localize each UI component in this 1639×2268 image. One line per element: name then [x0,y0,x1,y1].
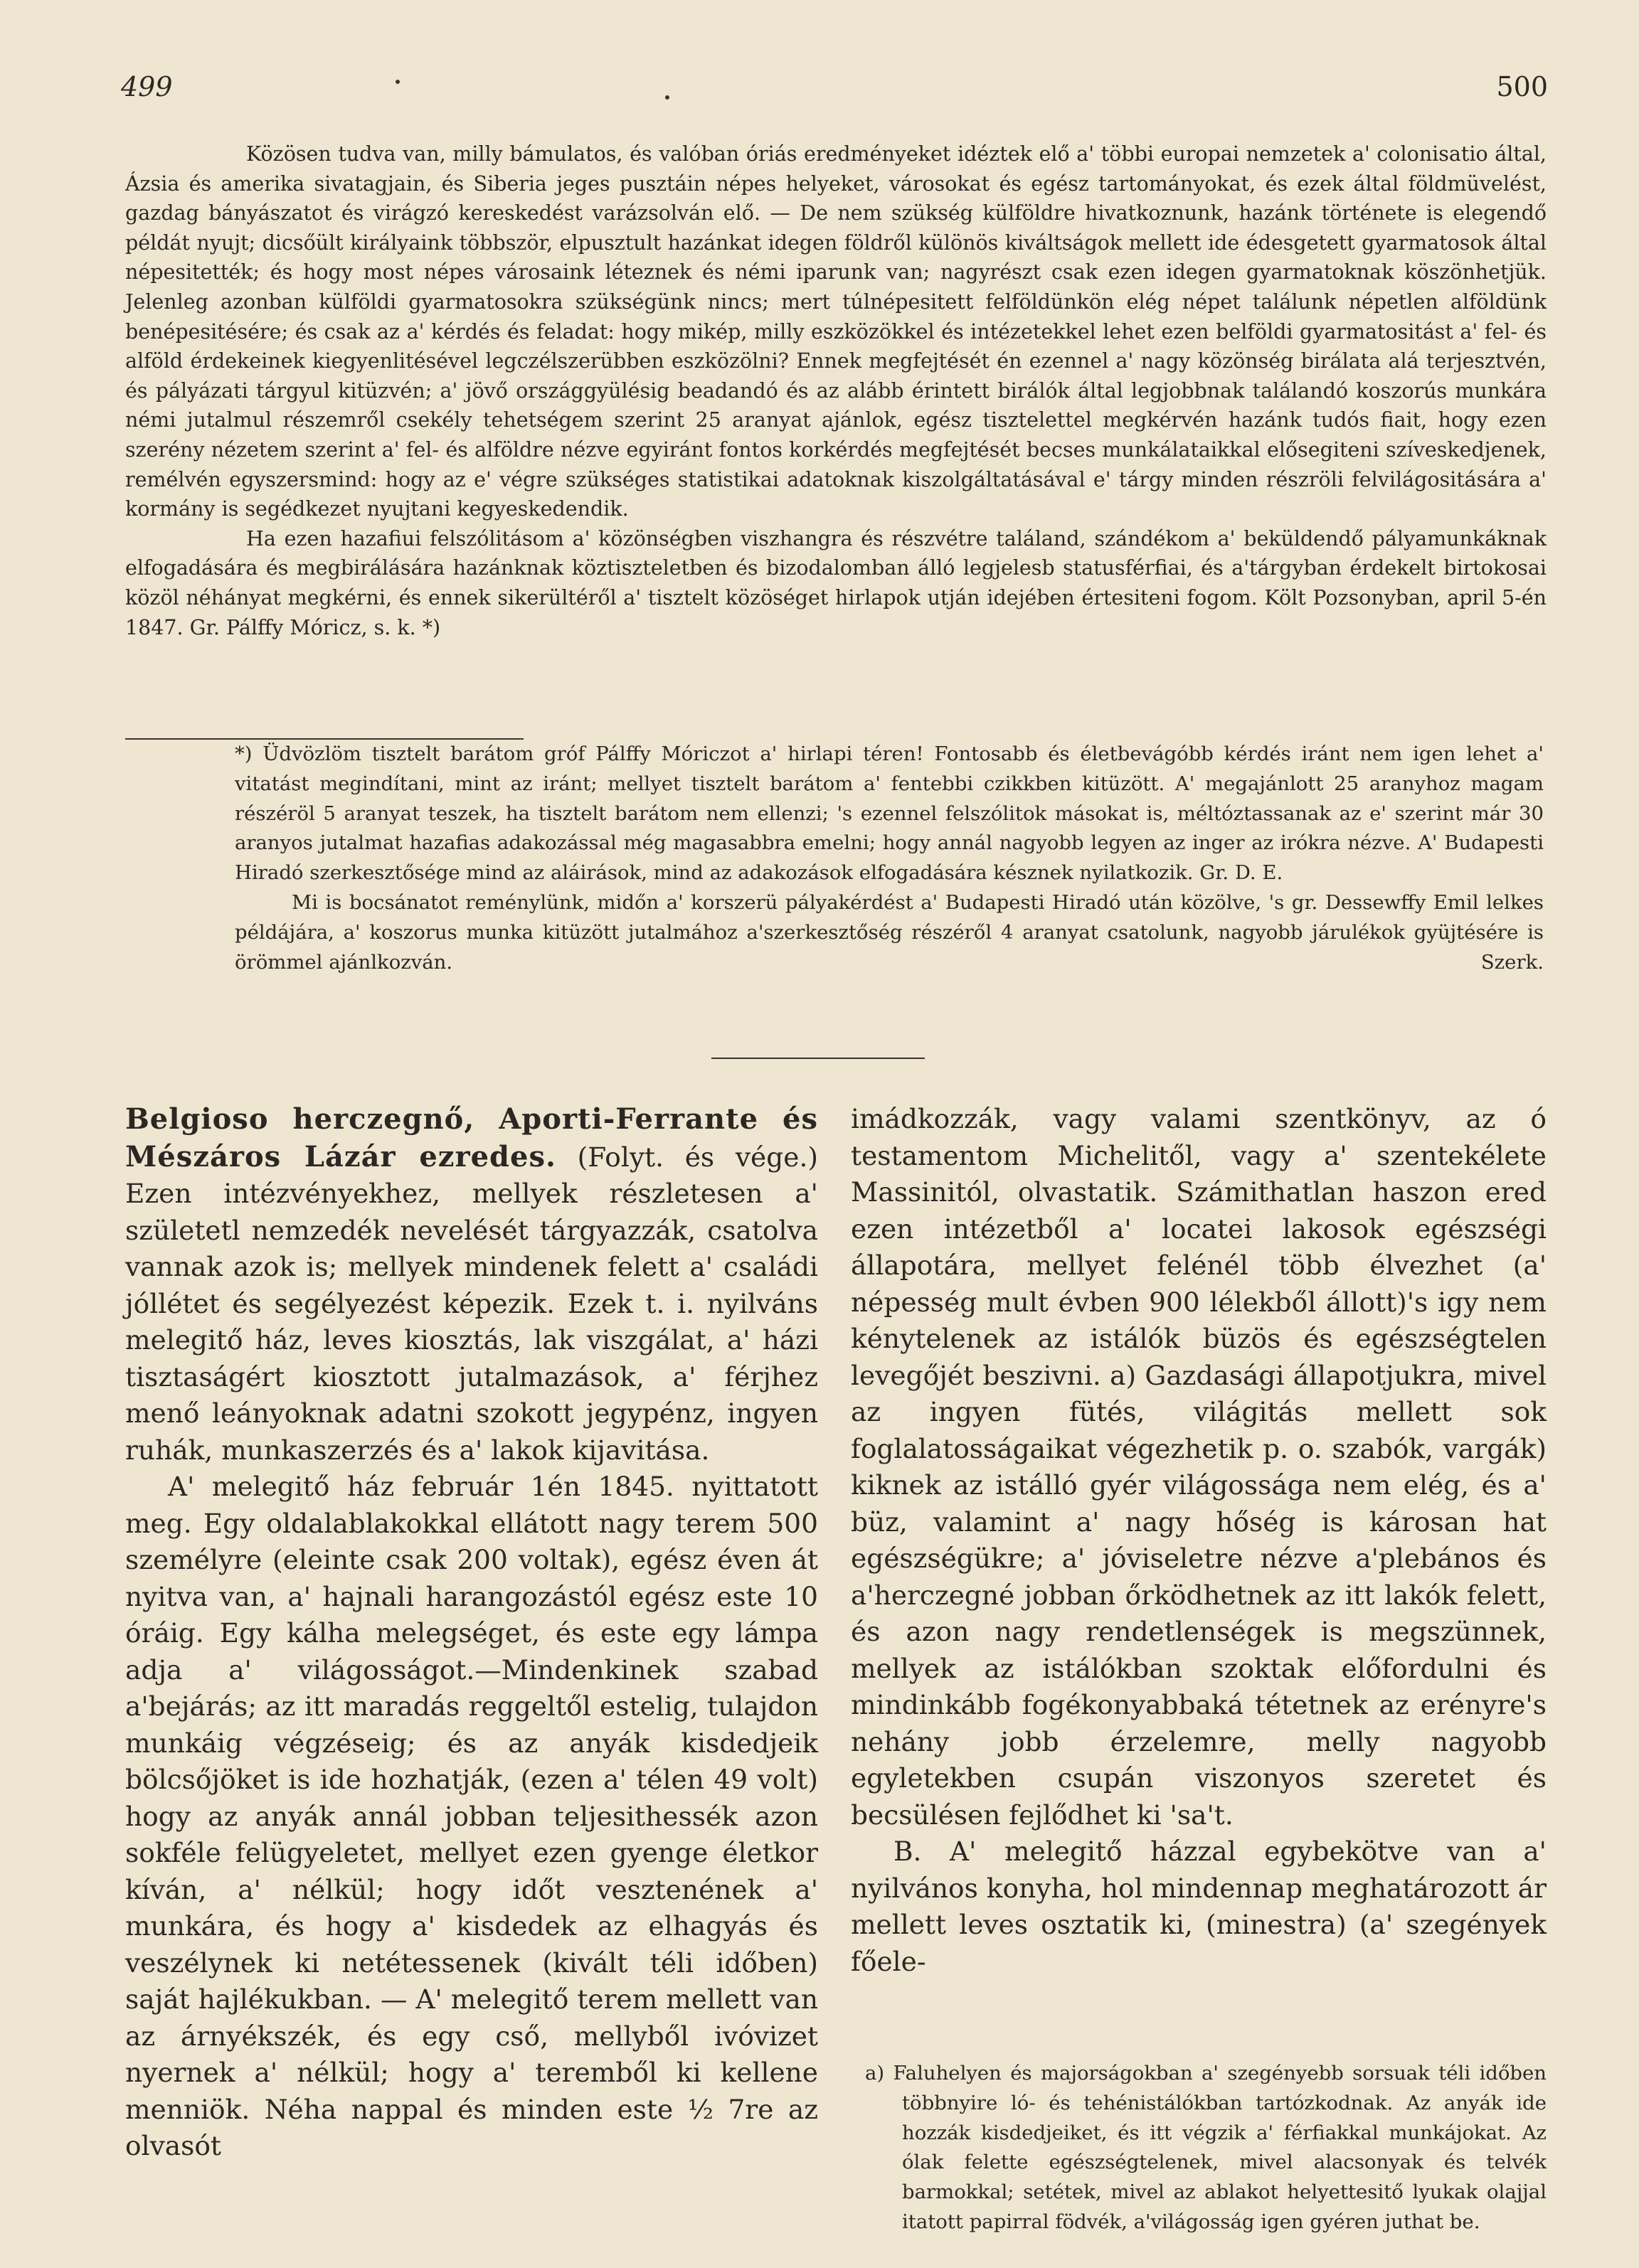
note-signature: Szerk. [1480,950,1544,974]
intro-article [125,139,1547,642]
header-dot [665,95,669,100]
right-column [851,1101,1547,1980]
section-divider [711,1058,925,1059]
column-gap [832,1101,834,2118]
header-dot [396,80,400,84]
footnote [851,2059,1547,2237]
note-text: Mi is bocsánatot reménylünk, midőn a' korszerü pályakérdést a' Budapesti Hiradó után közölve, 's gr. Dessewffy Emil lelkes példájára, a' koszorus munka kitüzött jutalmához a'szerkesztőség részéről 4 aranyat csatolunk, nagyobb járulékok gyüjtésére is örömmel ajánlkozván. [235,890,1544,974]
article-paragraph: B. A' melegitő házzal egybekötve van a' nyilvános konyha, hol mindennap meghatározott ár mellett leves osztatik ki, (minestra) (a' szegények főele- [851,1836,1547,1977]
article-paragraph: A' melegitő ház február 1én 1845. nyittatott meg. Egy oldalablakokkal ellátott nagy terem 500 személyre (eleinte csak 200 voltak), egész éven át nyitva van, a' hajnali harangozástól egész este 10 óráig. Egy kálha melegséget, és este egy lámpa adja a' világosságot.—Mindenkinek szabad a'bejárás; az itt maradás reggeltől estelig, tulajdon munkáig végzéseig; és az anyák kisdedjeik bölcsőjöket is ide hozhatják, (ezen a' télen 49 volt) hogy az anyák annál jobban teljesithessék azon sokféle felügyeletet, mellyet ezen gyenge életkor kíván, a' nélkül; hogy időt vesztenének a' munkára, és hogy a' kisdedek az elhagyás és veszélynek ki netétessenek (kivált téli időben) saját hajlékukban. — A' melegitő terem mellett van az árnyékszék, és egy cső, mellyből ivóvizet nyernek a' nélkül; hogy a' teremből ki kellene menniök. Néha nappal és minden este ½ 7re az olvasót [125,1471,818,2161]
page-number-right: 500 [1496,71,1548,102]
article-text: (Folyt. és vége.) Ezen intézvényekhez, mellyek részletesen a' születetl nemzedék nevelését tárgyazzák, csatolva vannak azok is; mellyek mindenek felett a' családi jóllétet és segélyezést képezik. Ezek t. i. nyilváns melegitő ház, leves kiosztás, lak viszgálat, a' házi tisztaságért kiosztott jutalmazások, a' férjhez menő leányoknak adatni szokott jegypénz, ingyen ruhák, munkaszerzés és a' lakok kijavitása. [125,1141,818,1466]
intro-paragraph: Közösen tudva van, milly bámulatos, és valóban óriás eredményeket idéztek elő a' többi europai nemzetek a' colonisatio által, Ázsia és amerika sivatagjain, és Siberia jeges pusztáin népes helyeket, városokat és egész tartományokat, és ezek által földmüvelést, gazdag bányászatot és virágzó kereskedést varázsolván elő. — De nem szükség külföldre hivatkoznunk, hazánk története is elegendő példát nyujt; dicsőült királyaink többször, elpusztult hazánkat idegen földről különös kiváltságok mellett ide édesgetett gyarmatosok által népesitették; és hogy most népes városaink léteznek és némi iparunk van; nagyrészt csak ezen idegen gyarmatoknak köszönhetjük. Jelenleg azonban külföldi gyarmatosokra szükségünk nincs; mert túlnépesitett felföldünkön elég népet találunk népetlen alföldünk benépesitésére; és csak az a' kérdés és feladat: hogy mikép, milly eszközökkel és intézetekkel lehet ezen belföldi gyarmatositást a' fel- és alföld érdekeinek kiegyenlitésével legczélszerübben eszközölni? Ennek megfejtését én ezennel a' nagy közönség birálata alá terjesztvén, és pályázati tárgyul kitüzvén; a' jövő országgyülésig beadandó és az alább érintett birálók által legjobbnak találandó koszorús munkára némi jutalmul részemről csekély tehetségem szerint 25 aranyat ajánlok, egész tisztelettel megkérvén hazánk tudós fiait, hogy ezen szerény nézetem szerint a' fel- és alföldre nézve egyiránt fontos korkérdés megfejtését becses munkálataikkal elősegiteni szíveskedjenek, remélvén egyszersmind: hogy az e' végre szükséges statistikai adatoknak kiszolgáltatásával e' tárgy minden részröli felvilágositására a' kormány is segédkezet nyujtani kegyeskedendik. [125,142,1547,521]
page-number-left: 499 [121,71,173,102]
footnote-gap [851,2048,1547,2049]
article-paragraph: imádkozzák, vagy valami szentkönyv, az ó testamentom Michelitől, vagy a' szentekélete Massinitól, olvastatik. Számithatlan haszon ered ezen intézetből a' locatei lakosok egészségi állapotára, mellyet felénél több élvezhet (a' népesség mult évben 900 lélekből állott)'s igy nem kénytelenek az istálók büzös és egészségtelen levegőjét beszivni. a) Gazdasági állapotjukra, mivel az ingyen fütés, világitás mellett sok foglalatosságaikat végezhetik p. o. szabók, vargák) kiknek az istálló gyér világossága nem elég, és a' büz, valamint a' nagy hőség is károsan hat egészségükre; a' jóviseletre nézve a'plebános és a'herczegné jobban őrködhetnek az itt lakók felett, és azon nagy rendetlenségek is megszünnek, mellyek az istálókban szoktak előfordulni és mindinkább fogékonyabbaká tétetnek az erényre's nehány jobb érzelemre, melly nagyobb egyletekben csupán viszonyos szeretet és becsülésen fejlődhet ki 'sa't. [851,1103,1547,1831]
left-column [125,1101,818,2165]
article-headline: Belgioso herczegnő, Aporti-Ferrante és Mészáros Lázár ezredes. [125,1102,818,1173]
editorial-notes [235,740,1544,977]
article-paragraph [125,1101,818,1469]
note-paragraph: *) Üdvözlöm tisztelt barátom gróf Pálffy Móriczot a' hirlapi téren! Fontosabb és életbevágóbb kérdés iránt nem igen lehet a' vitatást megindítani, mint az iránt; mellyet tisztelt barátom a' fentebbi czikkben kitüzött. A' megajánlott 25 aranyhoz magam részéröl 5 aranyat teszek, ha tisztelt barátom nem ellenzi; 's ezennel felszólitok másokat is, méltóztassanak az e' szerint már 30 aranyos jutalmat hazafias adakozással még magasabbra emelni; hogy annál nagyobb legyen az inger az irókra nézve. A' Budapesti Hiradó szerkesztősége mind az aláirások, mind az adakozások elfogadására késznek nyilatkozik. Gr. D. E. [235,742,1544,885]
note-paragraph [235,888,1544,977]
footnote-text: a) Faluhelyen és majorságokban a' szegényebb sorsuak téli időben többnyire ló- és tehénistálókban tartózkodnak. Az anyák ide hozzák kisdedjeiket, és itt végzik a' férfiakkal munkájokat. Az ólak felette egészségtelenek, mivel alacsonyak és telvék barmokkal; setétek, mivel az ablakot helyettesitő lyukak olajjal itatott papirral födvék, a'világosság igen gyéren juthat be. [865,2062,1547,2233]
intro-paragraph: Ha ezen hazafiui felszólitásom a' közönségben viszhangra és részvétre találand, szándékom a' beküldendő pályamunkáknak elfogadására és megbirálására hazánknak köztiszteletben és bizodalomban álló legjelesb statusférfiai, és a'tárgyban érdekelt birtokosai közöl néhányat megkérni, és ennek sikerültéről a' tisztelt közöséget hirlapok utján idejében értesiteni fogom. Költ Pozsonyban, april 5-én 1847. Gr. Pálffy Móricz, s. k. *) [125,526,1547,639]
